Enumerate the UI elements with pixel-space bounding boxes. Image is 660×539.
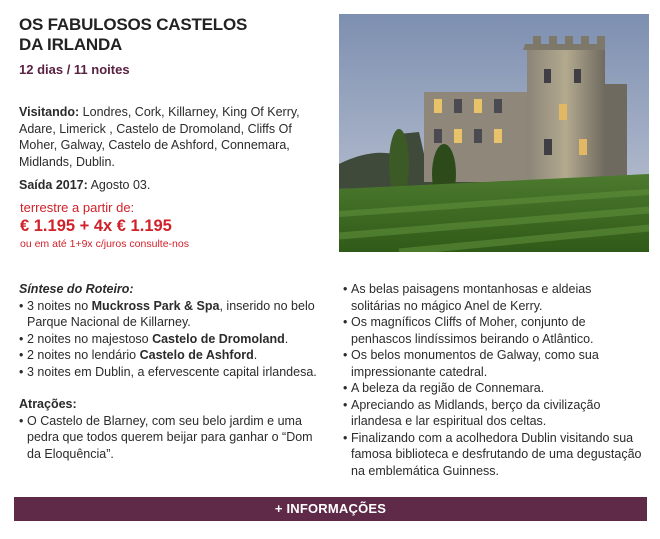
tour-duration: 12 dias / 11 noites [19, 62, 130, 77]
list-item: • 2 noites no majestoso Castelo de Dromoland. [19, 331, 319, 348]
visit-label: Visitando: [19, 105, 80, 119]
departure-info [19, 178, 150, 192]
list-item: • A beleza da região de Connemara. [343, 380, 643, 397]
price-label: terrestre a partir de: [20, 200, 135, 215]
visit-list [19, 104, 324, 170]
atracoes-column [343, 281, 643, 479]
more-info-button[interactable]: + INFORMAÇÕES [14, 497, 647, 521]
list-item: • O Castelo de Blarney, com seu belo jardim e uma pedra que todos querem beijar para ganhar o “Dom da Eloquência”. [19, 413, 319, 463]
tour-title [19, 15, 247, 55]
list-item: • 3 noites em Dublin, a efervescente capital irlandesa. [19, 364, 319, 381]
atracoes-list-right [343, 281, 643, 479]
visit-text: Londres, Cork, Killarney, King Of Kerry, Adare, Limerick , Castelo de Dromoland, Cliffs Of Moher, Galway, Castelo de Ashford, Connemara, Midlands, Dublin. [19, 105, 300, 169]
departure-text: Agosto 03. [87, 178, 151, 192]
list-item: • Finalizando com a acolhedora Dublin visitando sua famosa biblioteca e desfrutando de uma degustação na emblemática Guinness. [343, 430, 643, 480]
list-item: • As belas paisagens montanhosas e aldeias solitárias no mágico Anel de Kerry. [343, 281, 643, 314]
atracoes-heading: Atrações: [19, 397, 77, 411]
price-main: € 1.195 + 4x € 1.195 [20, 217, 172, 235]
list-item: • 3 noites no Muckross Park & Spa, inserido no belo Parque Nacional de Killarney. [19, 298, 319, 331]
list-item: • Apreciando as Midlands, berço da civilização irlandesa e lar espiritual dos celtas. [343, 397, 643, 430]
list-item: • 2 noites no lendário Castelo de Ashford. [19, 347, 319, 364]
departure-label: Saída 2017: [19, 178, 88, 192]
atracoes-list-left [19, 413, 319, 463]
roteiro-list [19, 298, 319, 381]
tour-title-line1: OS FABULOSOS CASTELOS [19, 15, 248, 34]
roteiro-heading: Síntese do Roteiro: [19, 282, 134, 296]
price-note: ou em até 1+9x c/juros consulte-nos [20, 238, 189, 250]
list-item: • Os magníficos Cliffs of Moher, conjunto de penhascos lindíssimos beirando o Atlântico. [343, 314, 643, 347]
tour-title-line2: DA IRLANDA [19, 35, 123, 54]
roteiro-column [19, 281, 319, 462]
list-item: • Os belos monumentos de Galway, como sua impressionante catedral. [343, 347, 643, 380]
castle-photo [339, 14, 649, 252]
